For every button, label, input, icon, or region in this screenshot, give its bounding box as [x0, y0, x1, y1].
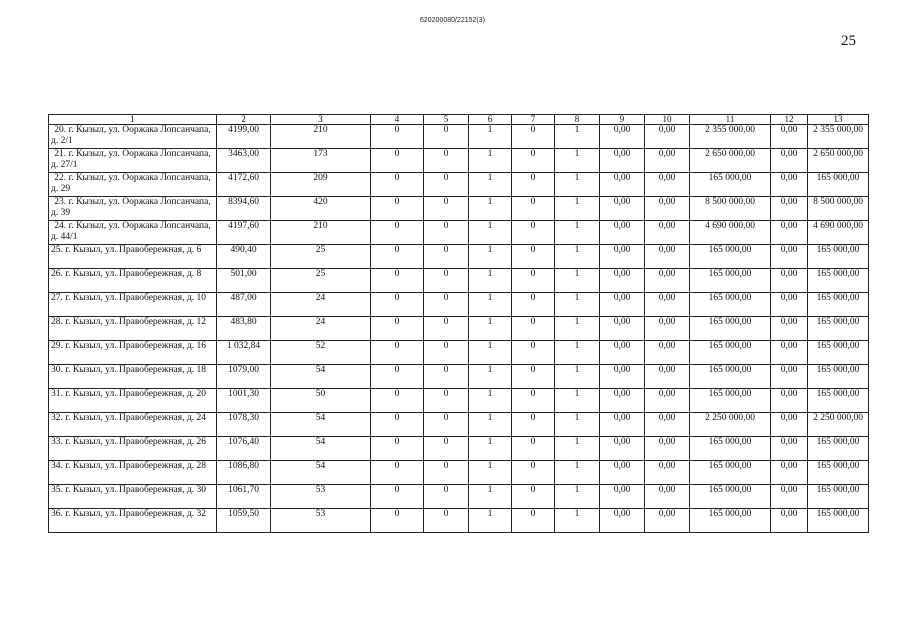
table-row	[49, 365, 869, 389]
cell-col-9: 0,00	[600, 293, 645, 317]
cell-col-4: 0	[371, 461, 424, 485]
cell-col-9: 0,00	[600, 245, 645, 269]
cell-col-5: 0	[424, 269, 469, 293]
cell-area: 3463,00	[217, 149, 271, 173]
cell-col-7: 0	[512, 173, 555, 197]
cell-col-13: 165 000,00	[808, 461, 869, 485]
cell-col-4: 0	[371, 485, 424, 509]
cell-col-10: 0,00	[645, 221, 690, 245]
cell-col-7: 0	[512, 341, 555, 365]
cell-col-9: 0,00	[600, 365, 645, 389]
cell-col-13: 2 650 000,00	[808, 149, 869, 173]
cell-col-6: 1	[469, 173, 512, 197]
cell-col-11: 165 000,00	[690, 365, 771, 389]
cell-col-7: 0	[512, 461, 555, 485]
cell-col-6: 1	[469, 125, 512, 149]
cell-col-12: 0,00	[771, 437, 808, 461]
cell-col-6: 1	[469, 197, 512, 221]
cell-area: 8394,60	[217, 197, 271, 221]
cell-col-8: 1	[555, 269, 600, 293]
cell-address: 26. г. Кызыл, ул. Правобережная, д. 8	[49, 269, 217, 293]
cell-col-5: 0	[424, 317, 469, 341]
cell-col-10: 0,00	[645, 293, 690, 317]
cell-col-3: 54	[271, 437, 371, 461]
cell-col-6: 1	[469, 509, 512, 533]
cell-col-3: 50	[271, 389, 371, 413]
cell-col-7: 0	[512, 485, 555, 509]
cell-col-11: 165 000,00	[690, 293, 771, 317]
cell-col-4: 0	[371, 125, 424, 149]
cell-col-9: 0,00	[600, 437, 645, 461]
cell-area: 490,40	[217, 245, 271, 269]
cell-col-4: 0	[371, 197, 424, 221]
cell-col-6: 1	[469, 293, 512, 317]
page-number: 25	[841, 33, 856, 49]
cell-col-12: 0,00	[771, 173, 808, 197]
cell-address: 25. г. Кызыл, ул. Правобережная, д. 6	[49, 245, 217, 269]
cell-col-8: 1	[555, 245, 600, 269]
cell-col-13: 165 000,00	[808, 437, 869, 461]
cell-col-13: 165 000,00	[808, 245, 869, 269]
cell-col-4: 0	[371, 389, 424, 413]
cell-col-7: 0	[512, 293, 555, 317]
cell-col-7: 0	[512, 269, 555, 293]
cell-address: 36. г. Кызыл, ул. Правобережная, д. 32	[49, 509, 217, 533]
cell-col-10: 0,00	[645, 269, 690, 293]
cell-col-5: 0	[424, 149, 469, 173]
cell-col-10: 0,00	[645, 245, 690, 269]
cell-col-7: 0	[512, 437, 555, 461]
cell-col-6: 1	[469, 461, 512, 485]
cell-address: 20. г. Кызыл, ул. Ооржака Лопсанчапа, д. 2/1	[49, 125, 217, 149]
cell-area: 4172,60	[217, 173, 271, 197]
cell-col-11: 165 000,00	[690, 173, 771, 197]
cell-col-10: 0,00	[645, 197, 690, 221]
cell-col-12: 0,00	[771, 293, 808, 317]
cell-col-12: 0,00	[771, 221, 808, 245]
cell-col-6: 1	[469, 437, 512, 461]
cell-col-5: 0	[424, 485, 469, 509]
cell-col-8: 1	[555, 461, 600, 485]
cell-col-4: 0	[371, 317, 424, 341]
cell-col-9: 0,00	[600, 509, 645, 533]
cell-address: 35. г. Кызыл, ул. Правобережная, д. 30	[49, 485, 217, 509]
cell-col-4: 0	[371, 341, 424, 365]
table-row	[49, 293, 869, 317]
cell-col-11: 165 000,00	[690, 341, 771, 365]
cell-col-8: 1	[555, 341, 600, 365]
cell-col-12: 0,00	[771, 389, 808, 413]
cell-col-10: 0,00	[645, 149, 690, 173]
table-row	[49, 221, 869, 245]
table-row	[49, 389, 869, 413]
cell-col-9: 0,00	[600, 221, 645, 245]
cell-col-4: 0	[371, 149, 424, 173]
document-code: 620200080/22152(3)	[419, 17, 485, 24]
cell-col-8: 1	[555, 509, 600, 533]
cell-col-10: 0,00	[645, 485, 690, 509]
cell-col-8: 1	[555, 437, 600, 461]
cell-col-4: 0	[371, 269, 424, 293]
cell-col-9: 0,00	[600, 389, 645, 413]
column-header-6: 6	[469, 115, 512, 125]
cell-col-5: 0	[424, 389, 469, 413]
cell-area: 1076,40	[217, 437, 271, 461]
cell-col-13: 165 000,00	[808, 341, 869, 365]
cell-col-5: 0	[424, 173, 469, 197]
cell-area: 1001,30	[217, 389, 271, 413]
cell-col-11: 165 000,00	[690, 485, 771, 509]
cell-area: 483,80	[217, 317, 271, 341]
cell-col-10: 0,00	[645, 341, 690, 365]
cell-area: 501,00	[217, 269, 271, 293]
column-header-2: 2	[217, 115, 271, 125]
cell-col-6: 1	[469, 245, 512, 269]
cell-col-7: 0	[512, 509, 555, 533]
cell-col-3: 54	[271, 413, 371, 437]
cell-col-12: 0,00	[771, 197, 808, 221]
cell-area: 4197,60	[217, 221, 271, 245]
table-row	[49, 485, 869, 509]
cell-col-9: 0,00	[600, 269, 645, 293]
cell-col-8: 1	[555, 197, 600, 221]
cell-col-8: 1	[555, 173, 600, 197]
cell-col-7: 0	[512, 125, 555, 149]
cell-col-13: 2 355 000,00	[808, 125, 869, 149]
cell-col-8: 1	[555, 149, 600, 173]
cell-col-11: 4 690 000,00	[690, 221, 771, 245]
cell-col-3: 25	[271, 245, 371, 269]
column-header-1: 1	[49, 115, 217, 125]
cell-col-11: 2 355 000,00	[690, 125, 771, 149]
cell-col-9: 0,00	[600, 485, 645, 509]
table-row	[49, 341, 869, 365]
cell-col-3: 54	[271, 461, 371, 485]
column-header-10: 10	[645, 115, 690, 125]
cell-col-12: 0,00	[771, 509, 808, 533]
column-header-8: 8	[555, 115, 600, 125]
cell-col-10: 0,00	[645, 173, 690, 197]
cell-col-13: 165 000,00	[808, 293, 869, 317]
cell-col-9: 0,00	[600, 173, 645, 197]
cell-col-5: 0	[424, 509, 469, 533]
cell-area: 1079,00	[217, 365, 271, 389]
cell-col-3: 209	[271, 173, 371, 197]
cell-col-9: 0,00	[600, 317, 645, 341]
cell-col-6: 1	[469, 149, 512, 173]
table-row	[49, 413, 869, 437]
column-header-3: 3	[271, 115, 371, 125]
cell-col-9: 0,00	[600, 197, 645, 221]
table-row	[49, 437, 869, 461]
cell-col-5: 0	[424, 221, 469, 245]
cell-col-12: 0,00	[771, 269, 808, 293]
table-row	[49, 125, 869, 149]
cell-area: 1086,80	[217, 461, 271, 485]
cell-col-3: 52	[271, 341, 371, 365]
cell-col-12: 0,00	[771, 149, 808, 173]
cell-col-6: 1	[469, 341, 512, 365]
cell-col-6: 1	[469, 269, 512, 293]
cell-col-7: 0	[512, 149, 555, 173]
cell-col-9: 0,00	[600, 413, 645, 437]
cell-area: 487,00	[217, 293, 271, 317]
cell-col-5: 0	[424, 365, 469, 389]
table-row	[49, 173, 869, 197]
cell-col-8: 1	[555, 221, 600, 245]
table-row	[49, 245, 869, 269]
cell-col-8: 1	[555, 365, 600, 389]
cell-col-3: 53	[271, 509, 371, 533]
cell-address: 22. г. Кызыл, ул. Ооржака Лопсанчапа, д. 29	[49, 173, 217, 197]
cell-address: 32. г. Кызыл, ул. Правобережная, д. 24	[49, 413, 217, 437]
cell-address: 34. г. Кызыл, ул. Правобережная, д. 28	[49, 461, 217, 485]
cell-col-12: 0,00	[771, 341, 808, 365]
cell-col-11: 8 500 000,00	[690, 197, 771, 221]
cell-col-12: 0,00	[771, 461, 808, 485]
cell-col-9: 0,00	[600, 149, 645, 173]
cell-col-12: 0,00	[771, 245, 808, 269]
cell-area: 1061,70	[217, 485, 271, 509]
cell-col-12: 0,00	[771, 413, 808, 437]
cell-col-3: 210	[271, 221, 371, 245]
cell-col-11: 165 000,00	[690, 317, 771, 341]
cell-col-10: 0,00	[645, 365, 690, 389]
cell-col-7: 0	[512, 413, 555, 437]
cell-col-7: 0	[512, 221, 555, 245]
cell-col-8: 1	[555, 293, 600, 317]
cell-col-10: 0,00	[645, 389, 690, 413]
cell-col-4: 0	[371, 365, 424, 389]
header-row	[49, 115, 869, 125]
cell-col-6: 1	[469, 221, 512, 245]
cell-col-5: 0	[424, 413, 469, 437]
cell-col-4: 0	[371, 173, 424, 197]
cell-col-5: 0	[424, 461, 469, 485]
cell-col-11: 2 650 000,00	[690, 149, 771, 173]
table-row	[49, 269, 869, 293]
cell-col-10: 0,00	[645, 509, 690, 533]
cell-col-7: 0	[512, 197, 555, 221]
cell-col-11: 165 000,00	[690, 245, 771, 269]
cell-col-10: 0,00	[645, 437, 690, 461]
cell-address: 30. г. Кызыл, ул. Правобережная, д. 18	[49, 365, 217, 389]
cell-col-6: 1	[469, 389, 512, 413]
cell-area: 1059,50	[217, 509, 271, 533]
table-row	[49, 317, 869, 341]
cell-col-3: 24	[271, 317, 371, 341]
table-row	[49, 509, 869, 533]
column-header-11: 11	[690, 115, 771, 125]
cell-address: 21. г. Кызыл, ул. Ооржака Лопсанчапа, д. 27/1	[49, 149, 217, 173]
cell-col-7: 0	[512, 245, 555, 269]
cell-col-3: 420	[271, 197, 371, 221]
cell-col-8: 1	[555, 485, 600, 509]
cell-col-11: 2 250 000,00	[690, 413, 771, 437]
cell-col-10: 0,00	[645, 125, 690, 149]
cell-col-3: 53	[271, 485, 371, 509]
cell-col-13: 165 000,00	[808, 269, 869, 293]
cell-col-10: 0,00	[645, 461, 690, 485]
cell-col-12: 0,00	[771, 485, 808, 509]
cell-col-5: 0	[424, 197, 469, 221]
cell-col-3: 210	[271, 125, 371, 149]
data-table	[48, 114, 869, 533]
cell-col-4: 0	[371, 437, 424, 461]
table-row	[49, 461, 869, 485]
cell-col-4: 0	[371, 245, 424, 269]
cell-col-7: 0	[512, 389, 555, 413]
cell-col-10: 0,00	[645, 317, 690, 341]
cell-col-13: 165 000,00	[808, 173, 869, 197]
cell-col-6: 1	[469, 485, 512, 509]
cell-col-4: 0	[371, 221, 424, 245]
cell-col-13: 2 250 000,00	[808, 413, 869, 437]
cell-col-12: 0,00	[771, 125, 808, 149]
cell-address: 24. г. Кызыл, ул. Ооржака Лопсанчапа, д. 44/1	[49, 221, 217, 245]
cell-address: 29. г. Кызыл, ул. Правобережная, д. 16	[49, 341, 217, 365]
cell-col-13: 165 000,00	[808, 365, 869, 389]
cell-address: 28. г. Кызыл, ул. Правобережная, д. 12	[49, 317, 217, 341]
cell-col-11: 165 000,00	[690, 389, 771, 413]
cell-col-3: 25	[271, 269, 371, 293]
cell-address: 33. г. Кызыл, ул. Правобережная, д. 26	[49, 437, 217, 461]
cell-col-12: 0,00	[771, 365, 808, 389]
cell-col-6: 1	[469, 317, 512, 341]
cell-col-5: 0	[424, 125, 469, 149]
cell-area: 1078,30	[217, 413, 271, 437]
cell-col-9: 0,00	[600, 461, 645, 485]
cell-col-8: 1	[555, 413, 600, 437]
cell-col-3: 24	[271, 293, 371, 317]
cell-col-11: 165 000,00	[690, 437, 771, 461]
cell-col-13: 4 690 000,00	[808, 221, 869, 245]
cell-col-8: 1	[555, 389, 600, 413]
cell-col-5: 0	[424, 341, 469, 365]
cell-col-9: 0,00	[600, 125, 645, 149]
cell-area: 1 032,84	[217, 341, 271, 365]
cell-col-12: 0,00	[771, 317, 808, 341]
cell-col-13: 165 000,00	[808, 485, 869, 509]
cell-col-6: 1	[469, 365, 512, 389]
cell-col-8: 1	[555, 317, 600, 341]
cell-col-7: 0	[512, 365, 555, 389]
cell-col-11: 165 000,00	[690, 269, 771, 293]
cell-col-8: 1	[555, 125, 600, 149]
cell-col-4: 0	[371, 293, 424, 317]
cell-col-4: 0	[371, 509, 424, 533]
cell-col-5: 0	[424, 293, 469, 317]
column-header-4: 4	[371, 115, 424, 125]
cell-col-6: 1	[469, 413, 512, 437]
table-row	[49, 149, 869, 173]
cell-col-5: 0	[424, 437, 469, 461]
cell-col-11: 165 000,00	[690, 509, 771, 533]
cell-area: 4199,00	[217, 125, 271, 149]
cell-address: 31. г. Кызыл, ул. Правобережная, д. 20	[49, 389, 217, 413]
cell-col-5: 0	[424, 245, 469, 269]
column-header-9: 9	[600, 115, 645, 125]
column-header-5: 5	[424, 115, 469, 125]
cell-col-13: 165 000,00	[808, 509, 869, 533]
column-header-7: 7	[512, 115, 555, 125]
cell-col-10: 0,00	[645, 413, 690, 437]
table-row	[49, 197, 869, 221]
cell-col-11: 165 000,00	[690, 461, 771, 485]
cell-col-13: 8 500 000,00	[808, 197, 869, 221]
cell-col-7: 0	[512, 317, 555, 341]
cell-col-9: 0,00	[600, 341, 645, 365]
cell-col-3: 54	[271, 365, 371, 389]
cell-col-3: 173	[271, 149, 371, 173]
cell-address: 23. г. Кызыл, ул. Ооржака Лопсанчапа, д. 39	[49, 197, 217, 221]
cell-address: 27. г. Кызыл, ул. Правобережная, д. 10	[49, 293, 217, 317]
cell-col-13: 165 000,00	[808, 317, 869, 341]
cell-col-4: 0	[371, 413, 424, 437]
column-header-13: 13	[808, 115, 869, 125]
column-header-12: 12	[771, 115, 808, 125]
cell-col-13: 165 000,00	[808, 389, 869, 413]
